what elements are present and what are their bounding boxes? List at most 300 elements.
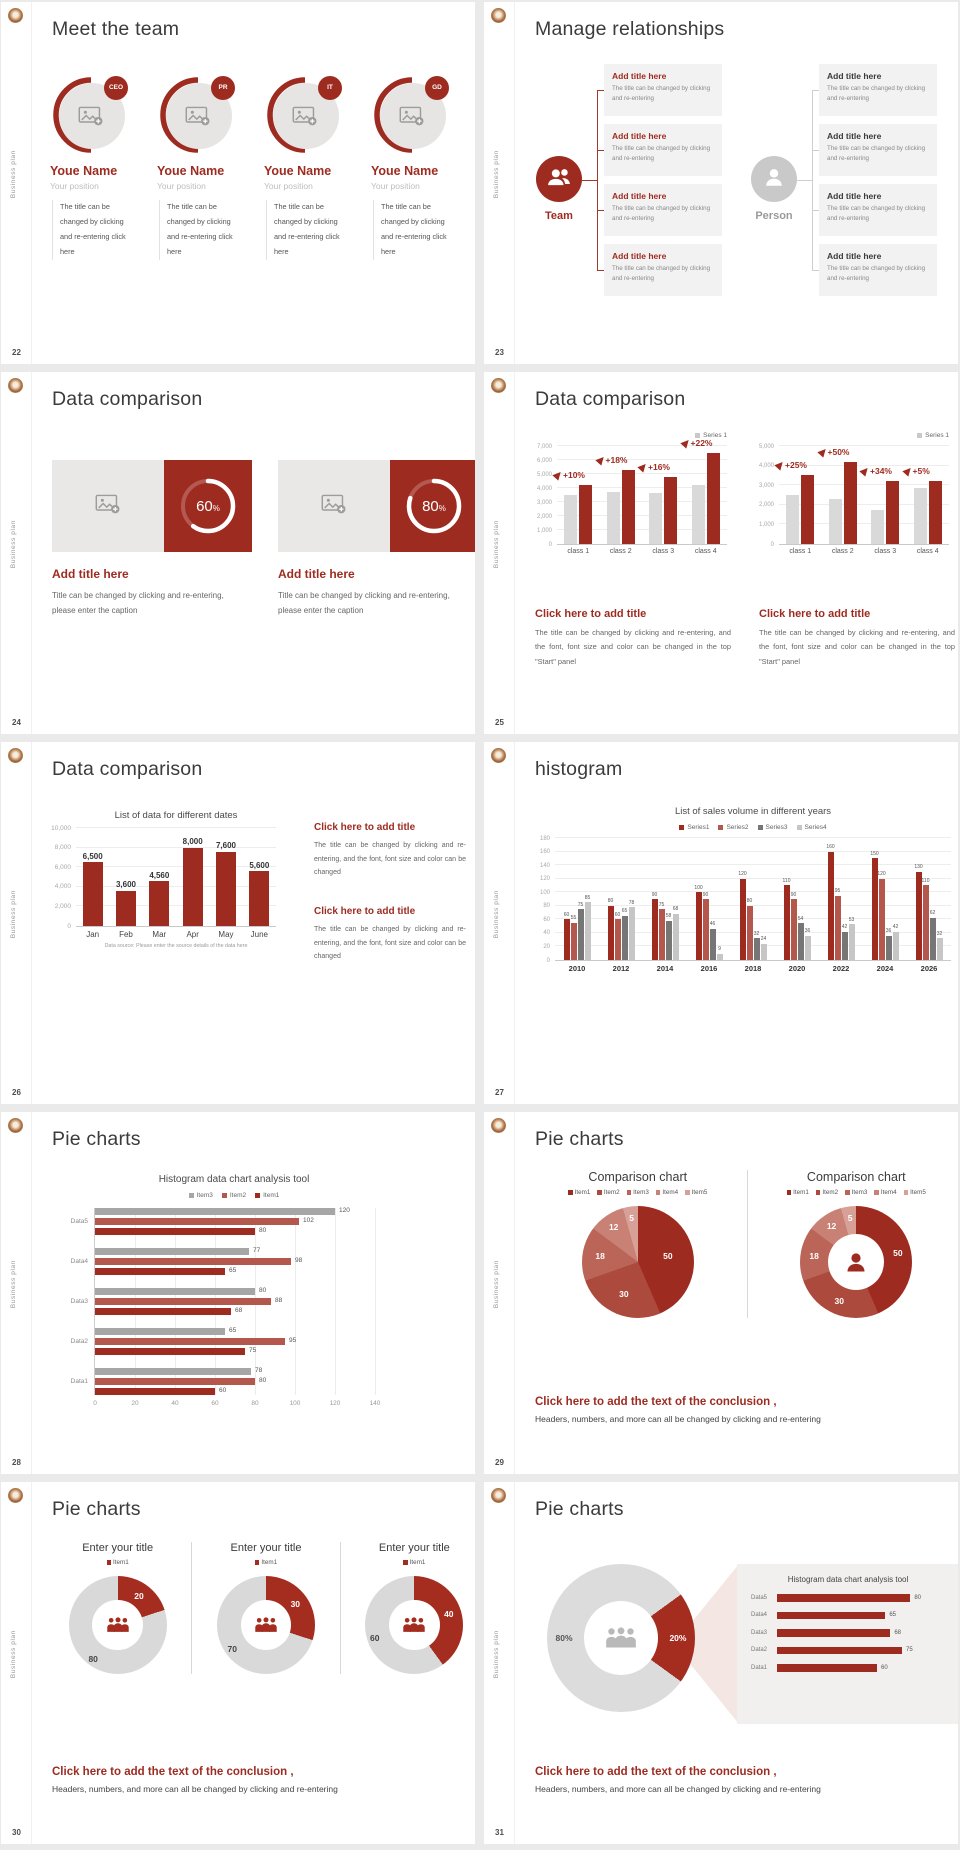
legend-item [656,1189,678,1196]
x-category-label: May [218,930,234,939]
gridline [555,864,951,865]
legend-label: Item2 [229,1192,247,1199]
bar [564,495,577,544]
bar [879,879,885,960]
bar [829,499,842,544]
bar-value-label: 62 [929,910,936,917]
y-tick-label: 140 [539,862,550,869]
bar [886,936,892,960]
bar [116,891,136,926]
bar-value-label: 78 [255,1367,263,1374]
side-label: Business plan [493,1260,500,1309]
conclusion-block[interactable] [535,1396,821,1424]
bar [740,879,746,960]
group-people-icon [105,1616,131,1633]
bar-value-label: 77 [253,1247,261,1254]
slide-27-histogram[interactable] [484,742,958,1104]
legend-item [787,1189,809,1196]
bar-value-label: 75 [249,1347,257,1354]
legend-label: Item4 [662,1189,679,1196]
slide-content [32,742,475,1104]
y-tick-label: 3,000 [536,499,552,506]
title-box-text: The title can be changed by clicking and re-entering [827,205,926,222]
image-placeholder[interactable] [278,460,390,552]
y-tick-label: 1,000 [536,527,552,534]
bar [707,453,720,544]
legend-label: Series 1 [925,432,949,439]
plot-area [51,824,276,939]
slide-content [32,1482,475,1844]
bar-value-label: 6,500 [82,851,103,861]
member-photo-placeholder[interactable] [157,76,235,154]
image-placeholder-icon [399,105,425,131]
member-photo-placeholder[interactable] [371,76,449,154]
block-text: The title can be changed by clicking and re-entering, and the font, font size and color can be changed [314,925,466,961]
team-members-row [50,76,465,260]
slide-content [32,372,475,734]
bar-value-label: 68 [235,1307,243,1314]
panel-bar [777,1629,890,1637]
person-node-label: Person [755,210,793,222]
school-logo-icon [491,378,506,393]
chart-title: Enter your title [82,1542,154,1554]
slide-25-data-comparison-charts[interactable] [484,372,958,734]
x-tick-label: 40 [171,1400,179,1407]
team-node-label: Team [545,210,573,222]
legend-label: Item3 [633,1189,649,1196]
donut-chart [547,1564,695,1712]
panel-bar-value: 60 [881,1664,888,1671]
bar-value-label: 46 [709,921,716,928]
comparison-card[interactable] [52,460,252,619]
gridline [295,1208,296,1395]
x-category-label: class 2 [831,548,854,555]
ratio-donut-chart [69,1576,167,1674]
panel-bar-row [751,1647,945,1655]
slide-24-data-comparison-cards[interactable] [1,372,475,734]
legend-label: Item1 [263,1192,280,1199]
team-member-card[interactable] [50,76,144,260]
bar-value-label: 8,000 [182,837,203,847]
panel-bar-value: 65 [889,1612,897,1619]
y-tick-label: 60 [543,916,550,923]
text-block[interactable] [759,608,955,669]
member-caption: The title can be changed by clicking and re-entering click here [373,200,453,260]
bar-value-label: 65 [229,1327,237,1334]
x-category-label: Apr [186,930,199,939]
y-tick-label: 6,000 [536,457,552,464]
legend-swatch [685,1190,690,1195]
bar [914,488,927,544]
slice-label: 40 [444,1608,454,1619]
slide-22-meet-the-team[interactable] [1,2,475,364]
side-label: Business plan [10,520,17,569]
y-tick-label: 8,000 [54,844,71,852]
delta-value: +25% [785,460,807,471]
bar-value-label: 65 [621,908,628,915]
bar [183,848,203,926]
team-member-card[interactable] [264,76,358,260]
title-box[interactable] [819,124,937,176]
bar [615,919,621,960]
chart-title: Histogram data chart analysis tool [158,1174,310,1185]
legend-label: Series2 [726,824,749,831]
page-number: 26 [12,1088,21,1097]
slice-label: 12 [608,1221,619,1232]
member-photo-placeholder[interactable] [50,76,128,154]
bar-value-label: 150 [870,850,879,857]
slide-rail [484,742,515,1104]
bar [564,919,570,960]
bar-value-label: 32 [753,930,760,937]
conclusion-block[interactable] [52,1766,338,1794]
gridline [76,847,276,848]
bar-value-label: 95 [289,1337,297,1344]
slide-rail [484,372,515,734]
row-label: Data1 [70,1378,88,1385]
bar-value-label: 75 [577,901,584,908]
gridline [335,1208,336,1395]
slide-content [515,1112,958,1474]
bar [95,1228,255,1235]
delta-value: +16% [648,461,670,472]
plot-area [758,443,949,555]
legend-item [627,1189,649,1196]
legend-swatch [255,1560,260,1565]
slide-rail [1,2,32,364]
block-text: The title can be changed by clicking and re-entering, and the font, font size and color can be changed in the top "Start" panel [535,628,731,666]
title-box[interactable] [604,184,722,236]
x-category-label: class 3 [652,548,675,555]
block-title: Click here to add title [535,608,647,620]
donut-chart-block [340,1542,475,1674]
x-tick-label: 0 [93,1400,97,1407]
title-box-text: The title can be changed by clicking and re-entering [612,145,711,162]
bar [95,1298,271,1305]
legend-item [568,1189,590,1196]
slice-label: 30 [834,1296,845,1307]
legend-item [845,1189,867,1196]
bar-value-label: 68 [672,906,679,913]
legend-swatch [107,1560,112,1565]
gridline [557,459,727,460]
bar-value-label: 110 [921,877,930,884]
bar [664,477,677,544]
legend-label: Item1 [409,1559,426,1566]
panel-row-label: Data3 [751,1629,768,1636]
person-connectors [806,64,819,296]
member-photo-placeholder[interactable] [264,76,342,154]
bar-value-label: 54 [797,915,804,922]
title-box[interactable] [604,244,722,296]
group-people-icon [401,1616,427,1633]
x-category-label: 2022 [832,964,850,973]
legend-item [797,824,827,831]
comparison-donut-chart [800,1206,912,1318]
school-logo-icon [8,8,23,23]
bar-value-label: 90 [702,891,709,898]
gridline [76,886,276,887]
text-block[interactable] [535,608,731,669]
bar-value-label: 4,560 [149,870,170,880]
page-number: 24 [12,718,21,727]
detail-panel [737,1564,958,1724]
bar-value-label: 36 [804,928,811,935]
bar-value-label: 110 [782,877,791,884]
slide-content [32,2,475,364]
slice-label: 50 [663,1250,673,1261]
title-box-heading: Add title here [827,131,882,141]
team-member-card[interactable] [157,76,251,260]
slice-label: 70 [227,1644,238,1655]
side-label: Business plan [10,890,17,939]
text-block[interactable] [314,822,466,880]
bar-value-label: 98 [295,1257,303,1264]
delta-annotation [861,466,892,476]
bar-value-label: 9 [718,946,721,953]
grouped-bar-chart [531,432,737,600]
bar-value-label: 32 [936,930,943,937]
page-number: 30 [12,1828,21,1837]
legend-swatch [904,1190,909,1195]
y-tick-label: 1,000 [758,521,774,528]
slide-29-pie-charts[interactable] [484,1112,958,1474]
page-number: 27 [495,1088,504,1097]
pie-chart-block [529,1170,747,1318]
bar-value-label: 3,600 [115,880,137,890]
y-tick-label: 2,000 [758,502,774,509]
image-placeholder[interactable] [52,460,164,552]
x-category-label: 2014 [656,964,674,973]
title-box[interactable] [819,244,937,296]
role-badge: CEO [104,76,128,100]
y-tick-label: 5,000 [536,471,552,478]
y-tick-label: 100 [539,889,550,896]
legend-item [718,824,748,831]
chart-legend [94,1192,374,1199]
bar-value-label: 120 [339,1207,350,1214]
legend-label: Series4 [804,824,827,831]
member-name: Youe Name [264,164,332,178]
slice-label: 80% [555,1633,573,1643]
y-tick-label: 2,000 [536,513,552,520]
panel-row-label: Data5 [751,1594,768,1601]
slide-title: histogram [535,758,623,780]
group-people-icon [253,1616,279,1633]
chart-legend [341,1559,475,1566]
member-name: Youe Name [50,164,118,178]
bar [95,1328,225,1335]
slide-title: Pie charts [535,1128,624,1150]
slide-28-horizontal-bars[interactable] [1,1112,475,1474]
bar [629,907,635,960]
y-tick-label: 160 [539,849,550,856]
legend-swatch [627,1190,632,1195]
delta-arrow-icon [774,460,785,471]
bar [95,1208,335,1215]
gridline [555,891,951,892]
slide-30-donut-charts[interactable] [1,1482,475,1844]
x-category-label: Feb [119,930,133,939]
title-box[interactable] [604,64,722,116]
side-label: Business plan [10,1260,17,1309]
slice-label: 50 [893,1248,903,1259]
bar [673,914,679,960]
delta-annotation [597,455,628,465]
bar-value-label: 58 [665,913,672,920]
slice-label: 30 [290,1598,301,1609]
slice-label: 60 [369,1632,380,1643]
legend-label: Item1 [574,1189,591,1196]
slide-content [515,2,958,364]
text-block[interactable] [314,906,466,964]
title-box-text: The title can be changed by clicking and re-entering [612,205,711,222]
bar-value-label: 120 [877,871,886,878]
title-box-heading: Add title here [827,71,882,81]
bar [83,862,103,926]
bar-value-label: 95 [834,888,841,895]
group-people-icon [603,1626,639,1650]
slide-title: Pie charts [52,1498,141,1520]
page-number: 23 [495,348,504,357]
page-number: 22 [12,348,21,357]
slide-26-data-comparison-monthly[interactable] [1,742,475,1104]
school-logo-icon [8,1488,23,1503]
y-tick-label: 40 [543,930,550,937]
member-caption: The title can be changed by clicking and re-entering click here [266,200,346,260]
x-tick-label: 60 [211,1400,219,1407]
slice-label: 5 [629,1212,634,1223]
member-position: Your position [264,181,313,191]
role-badge: PR [211,76,235,100]
legend-swatch [568,1190,573,1195]
panel-title: Histogram data chart analysis tool [787,1575,909,1584]
bar-value-label: 160 [826,844,835,851]
page-number: 28 [12,1458,21,1467]
bar-value-label: 80 [746,898,753,905]
bar [585,902,591,960]
legend-item [597,1189,619,1196]
bar [652,899,658,960]
delta-arrow-icon [595,454,606,465]
card-heading: Add title here [278,567,355,581]
bar [930,918,936,960]
bar-value-label: 88 [275,1297,283,1304]
panel-bar-row [751,1629,945,1637]
legend-item [816,1189,838,1196]
slide-title: Pie charts [535,1498,624,1520]
progress-tile [390,460,475,552]
bar [95,1368,251,1375]
legend-label: Item3 [851,1189,868,1196]
card-heading: Add title here [52,567,129,581]
plot-area [536,438,727,555]
member-caption: The title can be changed by clicking and re-entering click here [52,200,132,260]
legend-swatch [816,1190,821,1195]
bar-value-label: 42 [841,924,848,931]
legend-label: Item1 [793,1189,809,1196]
side-label: Business plan [493,1630,500,1679]
conclusion-title: Click here to add the text of the conclusion , [52,1766,294,1778]
bar-value-label: 80 [259,1227,267,1234]
donut-chart-block [747,1170,959,1318]
x-category-label: 2016 [700,964,718,973]
bar [666,921,672,960]
comparison-pie-chart [582,1206,694,1318]
slide-content [515,1482,958,1844]
comparison-card[interactable] [278,460,475,619]
school-logo-icon [491,1488,506,1503]
gridline [76,866,276,867]
bar-value-label: 24 [760,936,767,943]
bar-value-label: 65 [229,1267,237,1274]
slide-title: Data comparison [52,388,203,410]
title-box[interactable] [819,184,937,236]
x-category-label: class 4 [916,548,939,555]
member-caption: The title can be changed by clicking and re-entering click here [159,200,239,260]
delta-annotation [639,462,670,472]
gridline [375,1208,376,1395]
y-tick-label: 0 [548,541,552,548]
bar-value-label: 5,600 [249,860,270,870]
bar [786,495,799,544]
team-member-card[interactable] [371,76,465,260]
panel-bar [777,1664,877,1672]
legend-label: Item1 [113,1559,129,1566]
legend-label: Item2 [822,1189,839,1196]
slide-23-manage-relationships[interactable] [484,2,958,364]
slide-title: Meet the team [52,18,180,40]
bar [95,1258,291,1265]
title-box-heading: Add title here [827,191,882,201]
legend-item [917,432,949,439]
block-title: Click here to add title [314,905,416,917]
panel-bar [777,1612,885,1620]
member-position: Your position [371,181,420,191]
progress-tile [164,460,252,552]
image-placeholder-icon [95,493,121,519]
side-label: Business plan [10,1630,17,1679]
bar [871,510,884,544]
conclusion-block[interactable] [535,1766,821,1794]
gridline [555,905,951,906]
bar [622,916,628,960]
slide-title: Data comparison [535,388,686,410]
row-label: Data3 [70,1298,88,1305]
slide-title: Manage relationships [535,18,725,40]
relationship-diagram [527,64,937,296]
row-label: Data5 [70,1218,88,1225]
delta-value: +5% [912,466,930,477]
chart-title: List of sales volume in different years [674,806,832,817]
gridline [555,878,951,879]
legend-swatch [189,1193,194,1198]
slide-content [515,742,958,1104]
slice-label: 30 [619,1288,629,1299]
y-tick-label: 3,000 [758,482,774,489]
bar [844,462,857,544]
page-number: 31 [495,1828,504,1837]
page-number: 29 [495,1458,504,1467]
y-tick-label: 10,000 [51,824,71,832]
slide-31-donut-with-detail[interactable] [484,1482,958,1844]
title-box[interactable] [819,64,937,116]
delta-annotation [682,438,713,448]
x-category-label: June [250,930,268,939]
team-title-boxes [604,64,722,296]
title-box[interactable] [604,124,722,176]
bar [95,1218,299,1225]
